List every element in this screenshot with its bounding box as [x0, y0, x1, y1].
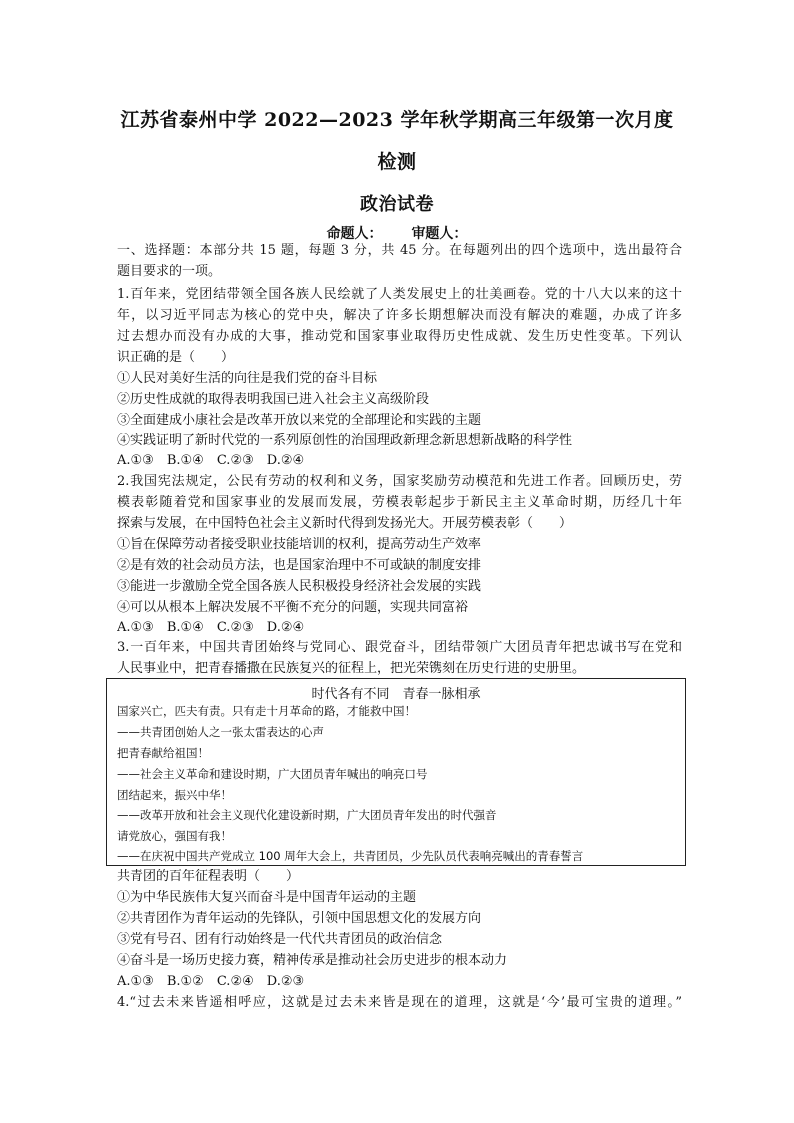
- quote-line: 把青春献给祖国！: [117, 746, 209, 760]
- quote-source: ——在庆祝中国共产党成立 100 周年大会上，共青团员，少先队员代表响亮喊出的青春誓言: [117, 849, 584, 863]
- question-3-stem: 3.一百年来，中国共青团始终与党同心、跟党奋斗，团结带领广大团员青年把忠诚书写在党和: [117, 640, 682, 655]
- question-3-option: ①为中华民族伟大复兴而奋斗是中国青年运动的主题: [117, 890, 417, 905]
- exam-title-line2: 检测: [377, 151, 417, 173]
- quote-line: 团结起来，振兴中华！: [117, 788, 232, 802]
- quote-source: ——共青团创始人之一张太雷表达的心声: [117, 725, 324, 739]
- question-1-option: ③全面建成小康社会是改革开放以来党的全部理论和实践的主题: [117, 413, 482, 428]
- section-instructions: 一、选择题：本部分共 15 题，每题 3 分，共 45 分。在每题列出的四个选项中，选出最符合: [117, 243, 682, 258]
- question-3-prompt: 共青团的百年征程表明（ ）: [117, 869, 300, 884]
- question-4-stem: 4.“过去未来皆遥相呼应，这就是过去未来皆是现在的道理，这就是‘今’最可宝贵的道理。”: [117, 995, 682, 1010]
- question-2-stem: 2.我国宪法规定，公民有劳动的权利和义务，国家奖励劳动模范和先进工作者。回顾历史，劳: [117, 474, 682, 489]
- section-instructions-cont: 题目要求的一项。: [117, 264, 222, 279]
- question-1-option: ①人民对美好生活的向往是我们党的奋斗目标: [117, 371, 378, 386]
- author-label: 命题人：: [326, 226, 383, 242]
- question-2-option: ②是有效的社会动员方法，也是国家治理中不可或缺的制度安排: [117, 558, 482, 573]
- question-2-stem: 探索与发展，在中国特色社会主义新时代得到发扬光大。开展劳模表彰（ ）: [117, 516, 573, 531]
- question-1-option: ④实践证明了新时代党的一系列原创性的治国理政新理念新思想新战略的科学性: [117, 433, 573, 448]
- question-3-stem: 人民事业中，把青春播撒在民族复兴的征程上，把光荣镌刻在历史行进的史册里。: [117, 661, 586, 676]
- authors-line: [0, 223, 794, 243]
- question-2-stem: 模表彰随着党和国家事业的发展而发展，劳模表彰起步于新民主主义革命时期，历经几十年: [117, 495, 682, 510]
- question-3-option: ③党有号召、团有行动始终是一代代共青团员的政治信念: [117, 932, 443, 947]
- question-1-stem: 过去想办而没有办成的大事，推动党和国家事业取得历史性成就、发生历史性变革。下列认: [117, 329, 682, 344]
- question-1-option: ②历史性成就的取得表明我国已进入社会主义高级阶段: [117, 392, 430, 407]
- question-3-answers: A.①③ B.①② C.②④ D.②③: [117, 974, 305, 989]
- reviewer-label: 审题人：: [411, 226, 468, 242]
- quote-line: 国家兴亡，匹夫有责。只有走十月革命的路，才能救中国！: [117, 704, 416, 718]
- question-1-stem: 识正确的是（ ）: [117, 350, 235, 365]
- quote-line: 请党放心，强国有我！: [117, 829, 232, 843]
- exam-subject: 政治试卷: [360, 194, 434, 215]
- question-1-stem: 1.百年来，党团结带领全国各族人民绘就了人类发展史上的壮美画卷。党的十八大以来的这十: [117, 287, 682, 302]
- question-3-option: ④奋斗是一场历史接力赛，精神传承是推动社会历史进步的根本动力: [117, 953, 508, 968]
- question-2-answers: A.①③ B.①④ C.②③ D.②④: [117, 620, 305, 635]
- question-1-answers: A.①③ B.①④ C.②③ D.②④: [117, 453, 305, 468]
- question-2-option: ①旨在保障劳动者接受职业技能培训的权利，提高劳动生产效率: [117, 537, 482, 552]
- quote-source: ——改革开放和社会主义现代化建设新时期，广大团员青年发出的时代强音: [117, 808, 497, 822]
- exam-title-line1: 江苏省泰州中学 2022—2023 学年秋学期高三年级第一次月度: [120, 109, 674, 131]
- quote-source: ——社会主义革命和建设时期，广大团员青年喊出的响亮口号: [117, 767, 428, 781]
- question-1-stem: 年，以习近平同志为核心的党中央，解决了许多长期想解决而没有解决的难题，办成了许多: [117, 308, 682, 323]
- question-2-option: ④可以从根本上解决发展不平衡不充分的问题，实现共同富裕: [117, 600, 469, 615]
- quote-box-title: 时代各有不同 青春一脉相承: [311, 687, 481, 702]
- question-2-option: ③能进一步激励全党全国各族人民积极投身经济社会发展的实践: [117, 579, 482, 594]
- question-3-option: ②共青团作为青年运动的先锋队，引领中国思想文化的发展方向: [117, 911, 482, 926]
